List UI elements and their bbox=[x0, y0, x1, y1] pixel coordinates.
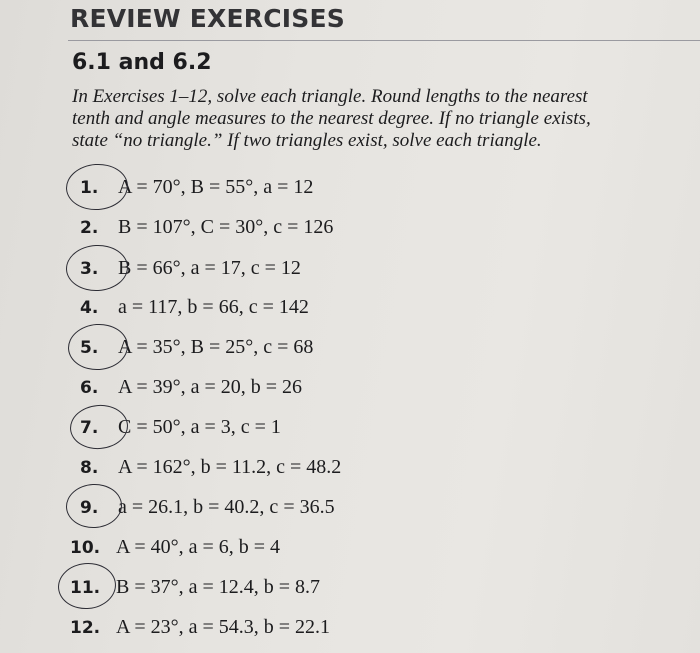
exercise-number: 5. bbox=[80, 338, 99, 358]
exercise-item bbox=[80, 332, 313, 362]
exercise-text: A = 40°, a = 6, b = 4 bbox=[116, 536, 281, 558]
exercise-number: 10. bbox=[70, 538, 101, 558]
exercise-number: 1. bbox=[80, 178, 99, 198]
exercise-item bbox=[80, 372, 302, 402]
exercise-item bbox=[80, 452, 341, 482]
exercise-number: 11. bbox=[70, 578, 101, 598]
exercise-number: 7. bbox=[80, 418, 99, 438]
exercise-number: 2. bbox=[80, 218, 99, 238]
exercise-text: a = 117, b = 66, c = 142 bbox=[118, 296, 309, 318]
exercise-text: a = 26.1, b = 40.2, c = 36.5 bbox=[118, 496, 335, 518]
section-title: REVIEW EXERCISES bbox=[70, 4, 345, 33]
exercise-item bbox=[70, 612, 330, 642]
exercise-item bbox=[80, 253, 301, 283]
exercise-item bbox=[80, 212, 333, 242]
subsection-heading: 6.1 and 6.2 bbox=[72, 50, 212, 75]
exercise-number: 6. bbox=[80, 378, 99, 398]
exercise-item bbox=[80, 292, 309, 322]
exercise-item bbox=[70, 532, 280, 562]
exercise-text: A = 39°, a = 20, b = 26 bbox=[118, 376, 303, 398]
exercise-number: 12. bbox=[70, 618, 101, 638]
exercise-number: 8. bbox=[80, 458, 99, 478]
exercise-text: A = 23°, a = 54.3, b = 22.1 bbox=[116, 616, 331, 638]
exercise-item bbox=[70, 572, 320, 602]
exercise-text: A = 162°, b = 11.2, c = 48.2 bbox=[118, 456, 342, 478]
exercise-item bbox=[80, 412, 281, 442]
exercise-text: C = 50°, a = 3, c = 1 bbox=[118, 416, 281, 438]
exercise-text: A = 35°, B = 25°, c = 68 bbox=[118, 336, 314, 358]
instructions-line: state “no triangle.” If two triangles exist, solve each triangle. bbox=[72, 130, 542, 151]
exercise-item bbox=[80, 492, 335, 522]
exercise-number: 4. bbox=[80, 298, 99, 318]
exercise-number: 3. bbox=[80, 259, 99, 279]
exercise-number: 9. bbox=[80, 498, 99, 518]
exercise-text: A = 70°, B = 55°, a = 12 bbox=[118, 176, 314, 198]
instructions-line: In Exercises 1–12, solve each triangle. Round lengths to the nearest bbox=[72, 86, 588, 107]
exercise-text: B = 107°, C = 30°, c = 126 bbox=[118, 216, 334, 238]
exercise-text: B = 37°, a = 12.4, b = 8.7 bbox=[116, 576, 321, 598]
instructions-line: tenth and angle measures to the nearest degree. If no triangle exists, bbox=[72, 108, 591, 129]
exercise-item bbox=[80, 172, 313, 202]
exercise-text: B = 66°, a = 17, c = 12 bbox=[118, 257, 301, 279]
